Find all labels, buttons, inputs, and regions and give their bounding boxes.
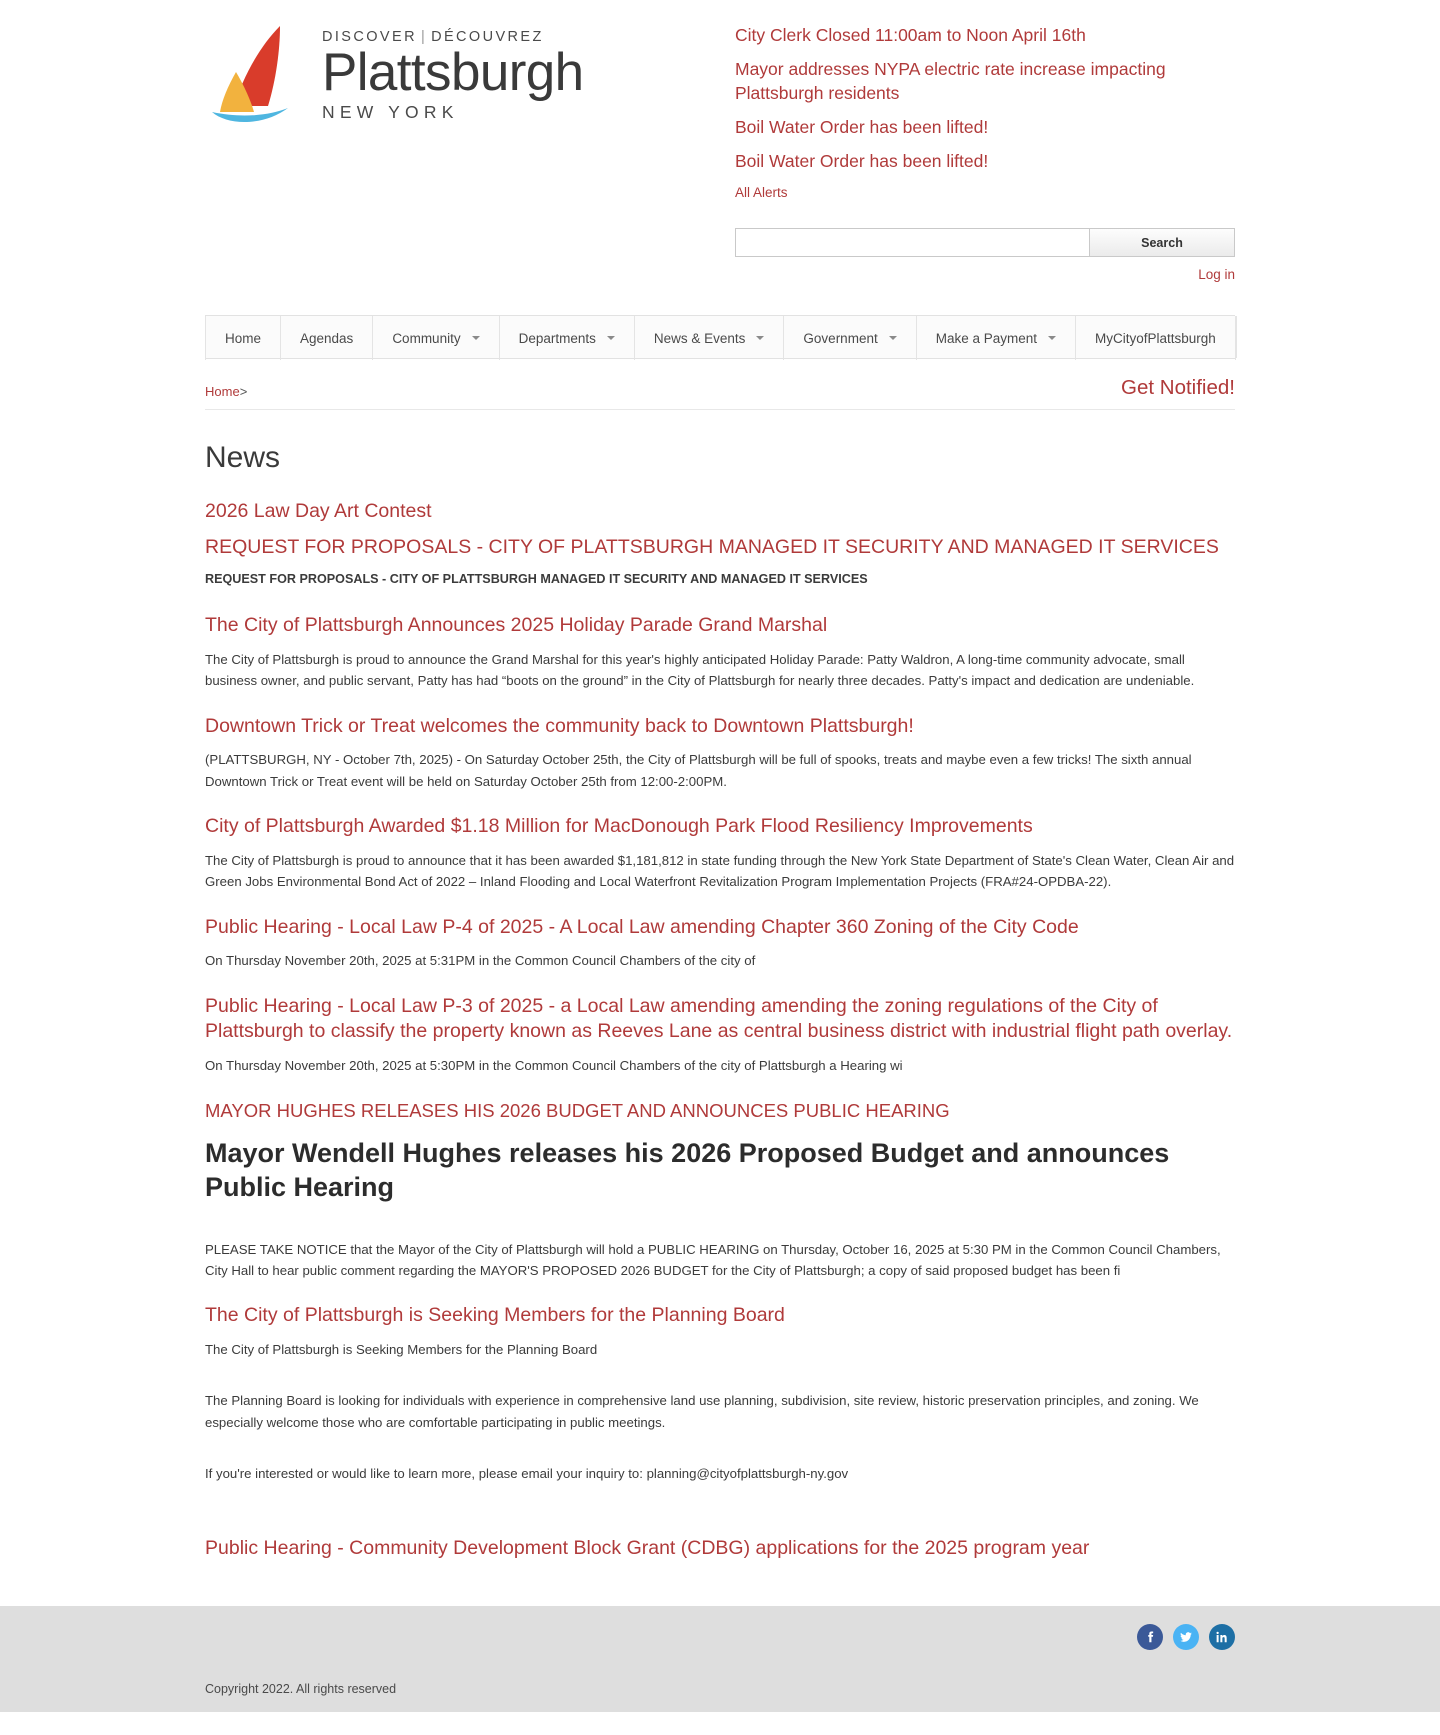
news-summary: (PLATTSBURGH, NY - October 7th, 2025) - On Saturday October 25th, the City of Plattsburgh will be full of spooks, treats and maybe even a few tricks! The sixth annual Downtown Trick or Treat event will be held on Saturday October 25th from 12:00-2:00PM.: [205, 752, 1192, 789]
nav-label: Home: [225, 330, 262, 346]
news-link[interactable]: The City of Plattsburgh is Seeking Members for the Planning Board: [205, 1304, 785, 1327]
footer-inner: [205, 1606, 1235, 1712]
logo-text: [318, 29, 584, 123]
news-link[interactable]: The City of Plattsburgh Announces 2025 Holiday Parade Grand Marshal: [205, 614, 828, 637]
all-alerts-link[interactable]: All Alerts: [735, 185, 788, 201]
nav-item-home[interactable]: [205, 316, 281, 360]
login-link[interactable]: Log in: [1198, 267, 1235, 283]
spacer: [205, 1572, 1235, 1606]
nav-label: Make a Payment: [935, 330, 1038, 346]
logo-discover-fr: DÉCOUVREZ: [431, 29, 544, 46]
nav-item-news-events[interactable]: [635, 316, 785, 360]
budget-heading: Mayor Wendell Hughes releases his 2026 Proposed Budget and announces Public Hearing: [205, 1138, 1170, 1202]
chevron-down-icon: [472, 336, 480, 340]
alerts-column: [735, 14, 1235, 284]
nav-label: MyCityofPlattsburgh: [1095, 330, 1216, 346]
nav-item-community[interactable]: [373, 316, 499, 360]
page-container: [205, 0, 1235, 1712]
nav-item-agendas[interactable]: [281, 316, 373, 360]
search-input[interactable]: [735, 228, 1089, 257]
linkedin-icon[interactable]: [1209, 1624, 1235, 1650]
news-summary: The City of Plattsburgh is proud to announce that it has been awarded $1,181,812 in state funding through the New York State Department of State's Clean Water, Clean Air and Green Jobs Environmental Bond Act of 2022 – Inland Flooding and Local Waterfront Revitalization Program Implementation Projects (FRA#24-OPDBA-22).: [205, 852, 1235, 890]
news-paragraph: The City of Plattsburgh is Seeking Members for the Planning Board: [205, 1341, 598, 1357]
logo-tagline-separator: |: [420, 29, 428, 46]
search-button[interactable]: Search: [1089, 228, 1235, 257]
nav-item-mycityofplattsburgh[interactable]: [1076, 316, 1236, 360]
facebook-icon[interactable]: [1137, 1624, 1163, 1650]
nav-item-make-a-payment[interactable]: [917, 316, 1076, 360]
news-summary: On Thursday November 20th, 2025 at 5:31PM in the Common Council Chambers of the city of: [205, 953, 756, 969]
twitter-icon[interactable]: [1173, 1624, 1199, 1650]
news-summary: The City of Plattsburgh is proud to announce the Grand Marshal for this year's highly anticipated Holiday Parade: Patty Waldron, A long-time community advocate, small business owner, and public servant, Patty has had “boots on the ground” in the City of Plattsburgh for nearly three decades. Patty's impact and dedication are undeniable.: [205, 651, 1195, 689]
news-summary: On Thursday November 20th, 2025 at 5:30PM in the Common Council Chambers of the city of Plattsburgh a Hearing wi: [205, 1058, 903, 1074]
news-link[interactable]: MAYOR HUGHES RELEASES HIS 2026 BUDGET AND ANNOUNCES PUBLIC HEARING: [205, 1099, 950, 1121]
news-link[interactable]: REQUEST FOR PROPOSALS - CITY OF PLATTSBURGH MANAGED IT SECURITY AND MANAGED IT SERVICES: [205, 535, 1219, 558]
main-navigation: [205, 315, 1235, 359]
breadcrumb: [205, 384, 247, 399]
breadcrumb-home-link[interactable]: Home: [205, 383, 240, 399]
social-links: [1137, 1624, 1235, 1650]
logo-state-name: NEW YORK: [322, 101, 459, 122]
breadcrumb-row: [205, 359, 1235, 410]
nav-item-departments[interactable]: [500, 316, 635, 360]
chevron-down-icon: [1048, 336, 1056, 340]
search-form: [735, 228, 1235, 257]
nav-label: Government: [803, 330, 878, 346]
page-title: News: [205, 440, 281, 474]
spacer: [205, 1451, 1235, 1463]
news-paragraph: The Planning Board is looking for individuals with experience in comprehensive land use planning, subdivision, site review, historic preservation principles, and zoning. We especially welcome those who are comfortable participating in public meetings.: [205, 1393, 1199, 1430]
sailboat-logo-icon: [206, 22, 318, 130]
spacer: [205, 1502, 1235, 1536]
news-link[interactable]: City of Plattsburgh Awarded $1.18 Million for MacDonough Park Flood Resiliency Improvements: [205, 815, 1033, 838]
nav-spacer: [1236, 316, 1237, 358]
logo-city-name: Plattsburgh: [322, 43, 584, 103]
spacer: [205, 1205, 1235, 1239]
nav-label: Departments: [518, 330, 596, 346]
chevron-down-icon: [889, 336, 897, 340]
copyright-text: Copyright 2022. All rights reserved: [205, 1682, 397, 1697]
alert-item[interactable]: City Clerk Closed 11:00am to Noon April 16th: [735, 25, 1086, 45]
chevron-down-icon: [756, 336, 764, 340]
alert-item[interactable]: Boil Water Order has been lifted!: [735, 151, 989, 172]
spacer: [205, 1378, 1235, 1390]
news-link[interactable]: Downtown Trick or Treat welcomes the community back to Downtown Plattsburgh!: [205, 714, 914, 737]
news-summary-bold: REQUEST FOR PROPOSALS - CITY OF PLATTSBURGH MANAGED IT SECURITY AND MANAGED IT SERVICES: [205, 572, 868, 587]
nav-label: Community: [392, 330, 461, 346]
login-row: [735, 266, 1235, 284]
news-link[interactable]: Public Hearing - Local Law P-3 of 2025 - a Local Law amending amending the zoning regulations of the City of Plattsburgh to classify the property known as Reeves Lane as central business district with industrial flight path overlay.: [205, 994, 1233, 1043]
site-footer: [0, 1606, 1440, 1712]
nav-label: Agendas: [300, 330, 354, 346]
site-header: [205, 0, 1235, 284]
news-summary: PLEASE TAKE NOTICE that the Mayor of the City of Plattsburgh will hold a PUBLIC HEARING on Thursday, October 16, 2025 at 5:30 PM in the Common Council Chambers, City Hall to hear public comment regarding the MAYOR'S PROPOSED 2026 BUDGET for the City of Plattsburgh; a copy of said proposed budget has been fi: [205, 1241, 1221, 1278]
news-link[interactable]: Public Hearing - Local Law P-4 of 2025 - A Local Law amending Chapter 360 Zoning of the City Code: [205, 915, 1079, 938]
nav-label: News & Events: [653, 330, 746, 346]
news-link[interactable]: Public Hearing - Community Development Block Grant (CDBG) applications for the 2025 program year: [205, 1537, 1090, 1560]
site-logo[interactable]: [206, 14, 735, 130]
chevron-down-icon: [607, 336, 615, 340]
news-link[interactable]: 2026 Law Day Art Contest: [205, 499, 432, 522]
get-notified-link[interactable]: Get Notified!: [1121, 376, 1235, 400]
breadcrumb-separator: >: [239, 383, 248, 399]
alert-item[interactable]: Mayor addresses NYPA electric rate increase impacting Plattsburgh residents: [735, 59, 1166, 103]
logo-discover-en: DISCOVER: [322, 29, 417, 46]
logo-column: [205, 14, 735, 130]
news-paragraph: If you're interested or would like to learn more, please email your inquiry to: planning@cityofplattsburgh-ny.gov: [205, 1466, 849, 1482]
alert-item[interactable]: Boil Water Order has been lifted!: [735, 116, 989, 137]
nav-item-government[interactable]: [784, 316, 916, 360]
